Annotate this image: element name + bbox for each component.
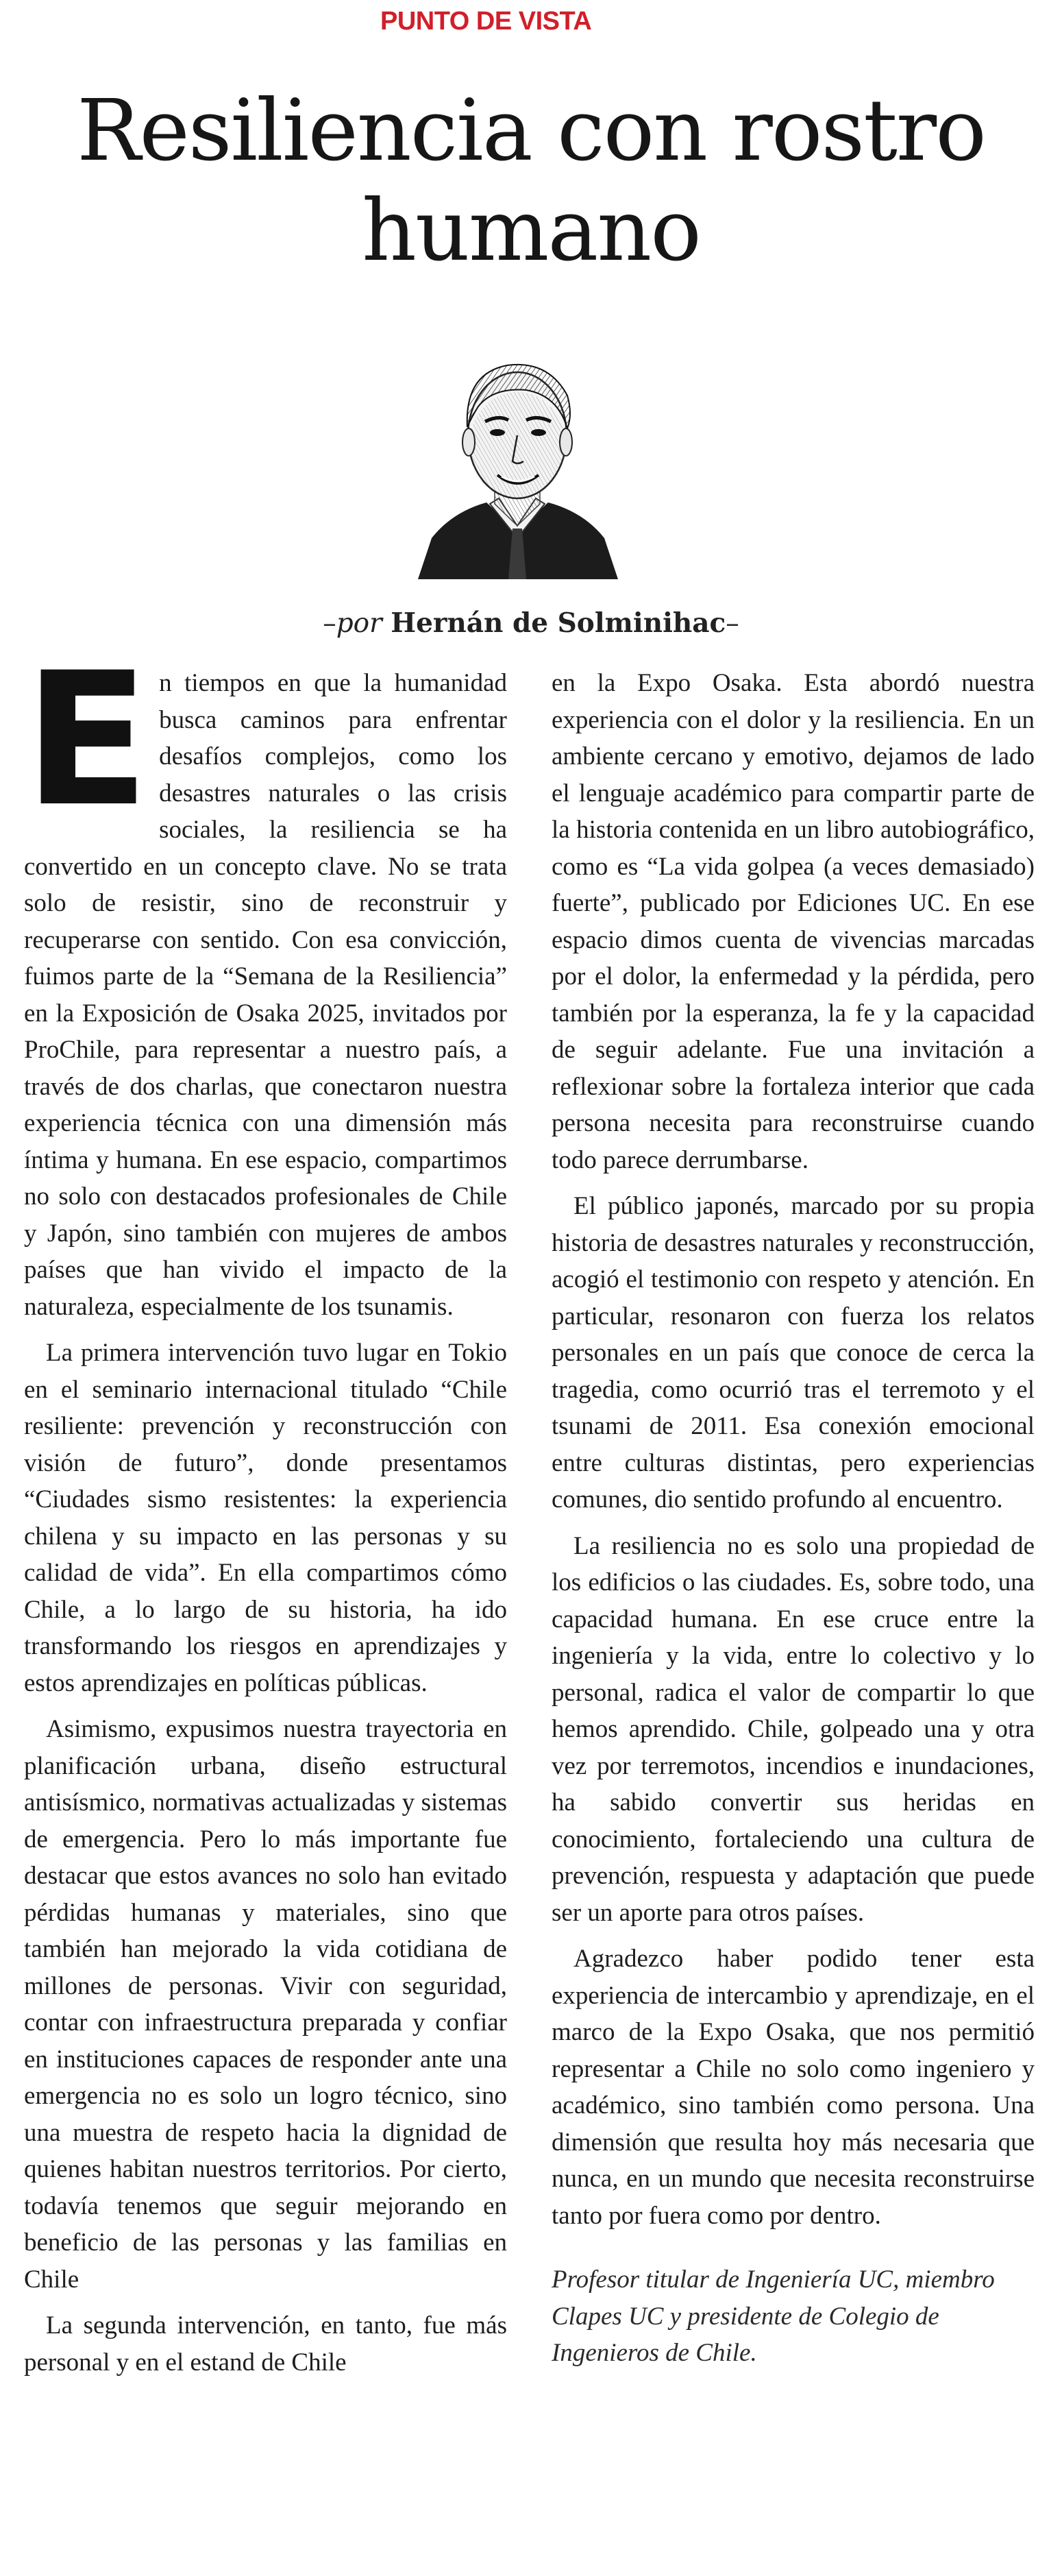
headline-line-1: Resiliencia con rostro [77, 82, 985, 180]
paragraph-text: n tiempos en que la humanidad busca caminos para enfrentar desafíos complejos, como los desastres naturales o las crisis sociales, la resiliencia se ha convertido en un concepto clave. No se trata solo de resistir, sino de reconstruir y recuperarse con sentido. Con esa convicción, fuimos parte de la “Semana de la Resiliencia” en la Exposición de Osaka 2025, invitados por ProChile, para representar a nuestro país, a través de dos charlas, que conectaron nuestra experiencia técnica con una dimensión más íntima y humana. En ese espacio, compartimos no solo con destacados profesionales de Chile y Japón, sino también con mujeres de ambos países que han vivido el impacto de la naturaleza, especialmente de los tsunamis. [24, 669, 507, 1321]
paragraph: La resiliencia no es solo una propiedad de los edificios o las ciudades. Es, sobre todo, una capacidad humana. En ese cruce entre la ingeniería y la vida, entre lo colectivo y lo personal, radica el valor de compartir lo que hemos aprendido. Chile, golpeado una y otra vez por terremotos, incendios e inundaciones, ha sabido convertir sus heridas en conocimiento, fortaleciendo una cultura de prevención, respuesta y adaptación que puede ser un aporte para otros países. [552, 1531, 1035, 1927]
headline [27, 81, 1035, 281]
paragraph: Asimismo, expusimos nuestra trayectoria en planificación urbana, diseño estructural antisísmico, normativas actualizadas y sistemas de emergencia. Pero lo más importante fue destacar que estos avances no solo han evitado pérdidas humanas y materiales, sino que también han mejorado la vida cotidiana de millones de personas. Vivir con seguridad, contar con infraestructura preparada y confiar en instituciones capaces de responder ante una emergencia no es solo un logro técnico, sino una muestra de respeto hacia la dignidad de quienes habitan nuestros territorios. Por cierto, todavía tenemos que seguir mejorando en beneficio de las personas y las familias en Chile [24, 1715, 507, 2294]
byline-author: Hernán de Solminihac [391, 607, 726, 639]
paragraph: El público japonés, marcado por su propia historia de desastres naturales y reconstrucción, acogió el testimonio con respeto y atención. En particular, resonaron con fuerza los relatos personales en un país que conoce de cerca la tragedia, como ocurrió tras el terremoto y el tsunami de 2011. Esa conexión emocional entre culturas distintas, pero experiencias comunes, dio sentido profundo al encuentro. [552, 1192, 1035, 1514]
paragraph [24, 665, 507, 1325]
article-body [24, 665, 1035, 2543]
author-signature: Profesor titular de Ingeniería UC, miembro Clapes UC y presidente de Colegio de Ingenieros de Chile. [552, 2265, 995, 2367]
paragraph: en la Expo Osaka. Esta abordó nuestra experiencia con el dolor y la resiliencia. En un ambiente cercano y emotivo, dejamos de lado el lenguaje académico para compartir parte de la historia contenida en un libro autobiográfico, como es “La vida golpea (a veces demasiado) fuerte”, publicado por Ediciones UC. En ese espacio dimos cuenta de vivencias marcadas por el dolor, la enfermedad y la pérdida, pero también por la esperanza, la fe y la capacidad de seguir adelante. Fue una invitación a reflexionar sobre la fortaleza interior que cada persona necesita para reconstruirse cuando todo parece derrumbarse. [552, 669, 1035, 1174]
drop-cap: E [24, 665, 150, 847]
byline: –por Hernán de Solminihac– [323, 607, 739, 639]
section-label: PUNTO DE VISTA [380, 7, 592, 36]
headline-line-2: humano [362, 182, 700, 280]
article-column-left [24, 665, 507, 2543]
paragraph: La segunda intervención, en tanto, fue más personal y en el estand de Chile [24, 2311, 507, 2377]
byline-prefix: por [336, 608, 382, 639]
author-portrait-illustration [404, 332, 630, 579]
paragraph: La primera intervención tuvo lugar en Tokio en el seminario internacional titulado “Chile resiliente: prevención y reconstrucción con visión de futuro”, donde presentamos “Ciudades sismo resistentes: la experiencia chilena y su impacto en las personas y su calidad de vida”. En ella compartimos cómo Chile, a lo largo de su historia, ha ido transformando los riesgos en aprendizajes y estos aprendizajes en políticas públicas. [24, 1339, 507, 1697]
article-column-right [552, 665, 1035, 2543]
paragraph: Agradezco haber podido tener esta experiencia de intercambio y aprendizaje, en el marco de la Expo Osaka, que nos permitió representar a Chile no solo como ingeniero y académico, sino también como persona. Una dimensión que resulta hoy más necesaria que nunca, en un mundo que necesita reconstruirse tanto por fuera como por dentro. [552, 1945, 1035, 2230]
